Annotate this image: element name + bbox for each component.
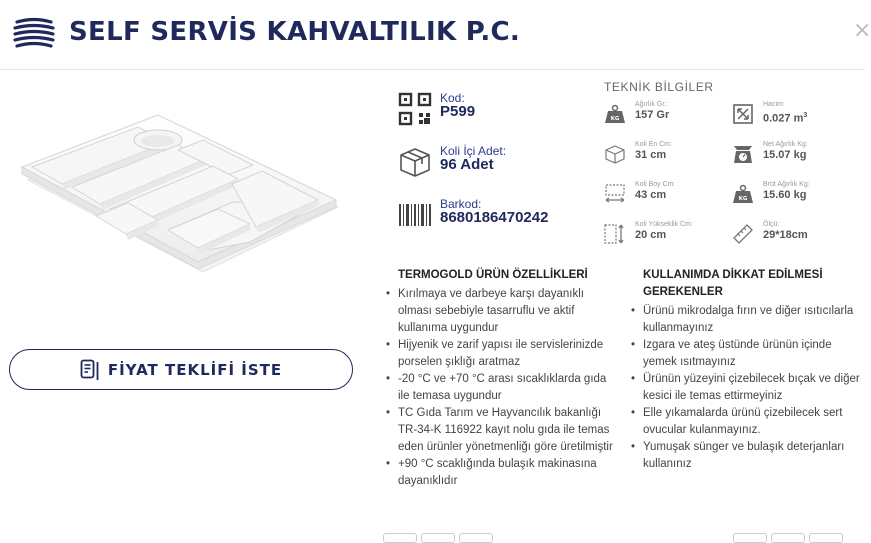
spec-box-length (604, 181, 675, 205)
svg-text:KG: KG (610, 116, 620, 122)
spec-net-weight (732, 141, 808, 165)
spec-value: 20 cm (635, 229, 667, 241)
product-image (18, 112, 348, 287)
features-list (383, 286, 615, 490)
spec-label: Net Ağırlık Kg: (763, 141, 808, 148)
spec-label: Koli En Cm: (635, 141, 672, 148)
spec-value: 31 cm (635, 149, 667, 161)
usage-warnings (628, 267, 862, 473)
spec-value: 15.60 kg (763, 189, 807, 201)
spec-box-width (604, 141, 672, 165)
gross-weight-icon (732, 183, 754, 205)
quote-document-icon (80, 359, 100, 381)
list-item: • TC Gıda Tarım ve Hayvancılık bakanlığı TR-34-K 116922 kayıt nolu gıda ile temas eden ürünler yönetmenliğı göre üretilmiştir (383, 405, 615, 456)
spec-value: 29*18cm (763, 229, 808, 241)
box-length-icon (604, 183, 626, 205)
spec-volume (732, 101, 807, 126)
spec-box-height (604, 221, 693, 245)
spec-weight (604, 101, 669, 125)
technical-info-title: TEKNİK BİLGİLER (604, 80, 714, 94)
barcode-label: Barkod: (440, 197, 482, 211)
code-label: Kod: (440, 91, 465, 105)
list-item: • Yumuşak sünger ve bulaşık deterjanları kullanınız (628, 439, 862, 473)
box-qty-label: Koli İçi Adet: (440, 144, 507, 158)
page-title: SELF SERVİS KAHVALTILIK P.C. (69, 17, 521, 47)
spec-label: Koli Boy Cm: (635, 181, 676, 188)
bottom-action-button[interactable] (809, 533, 843, 543)
spec-size (732, 221, 808, 245)
ruler-icon (732, 223, 754, 245)
bottom-action-button[interactable] (421, 533, 455, 543)
spec-value (763, 109, 807, 126)
barcode-value: 8680186470242 (440, 209, 549, 226)
spec-label: Ağırlık Gr.: (635, 101, 669, 108)
svg-text:KG: KG (738, 196, 748, 202)
list-item: • Elle yıkamalarda ürünü çizebilecek sert ovucular kulanmayınız. (628, 405, 862, 439)
volume-value: 0.027 m (763, 112, 804, 125)
list-item: • Ürünü mikrodalga fırın ve diğer ısıtıcılarla kullanmayınız (628, 303, 862, 337)
spec-value: 15.07 kg (763, 149, 807, 161)
bottom-action-button[interactable] (771, 533, 805, 543)
spec-label: Ölçü: (763, 221, 780, 228)
list-item: • Ürünün yüzeyini çizebilecek bıçak ve diğer kesici ile temas ettirmeyiniz (628, 371, 862, 405)
volume-icon (732, 103, 754, 125)
list-item: • -20 °C ve +70 °C arası sıcaklıklarda gıda ile temasa uygundur (383, 371, 615, 405)
bottom-actions-strip (380, 533, 865, 537)
list-item: • Hijyenik ve zarif yapısı ile servislerinizde porselen şıklığı aratmaz (383, 337, 615, 371)
spec-gross-weight (732, 181, 810, 205)
header-bar (0, 0, 871, 70)
code-value: P599 (440, 103, 476, 120)
list-item: • Kırılmaya ve darbeye karşı dayanıklı olması sebebiyle tasarruflu ve aktif kullanıma uygundur (383, 286, 615, 337)
spec-label: Koli Yükseklik Cm: (635, 221, 693, 228)
barcode-icon (398, 198, 432, 232)
box-quantity (398, 145, 506, 179)
box-height-icon (604, 223, 626, 245)
box-qty-value: 96 Adet (440, 156, 494, 173)
close-icon[interactable]: × (853, 18, 871, 43)
request-quote-label: FİYAT TEKLİFİ İSTE (107, 360, 283, 379)
bottom-action-button[interactable] (733, 533, 767, 543)
bottom-action-button[interactable] (383, 533, 417, 543)
bottom-action-button[interactable] (459, 533, 493, 543)
features-title: TERMOGOLD ÜRÜN ÖZELLİKLERİ (398, 269, 588, 281)
list-item: • +90 °C scaklığında bulaşık makinasına dayanıklıdır (383, 456, 615, 490)
scale-icon (732, 143, 754, 165)
volume-unit-exponent: 3 (803, 112, 808, 119)
qr-code-icon (398, 92, 432, 126)
product-features (383, 267, 615, 490)
list-item: • Izgara ve ateş üstünde ürünün içinde yemek ısıtmayınız (628, 337, 862, 371)
weight-icon (604, 103, 626, 125)
spec-value: 157 Gr (635, 109, 670, 121)
spec-value: 43 cm (635, 189, 667, 201)
warnings-list (628, 303, 862, 473)
logo-icon (14, 16, 54, 52)
spec-label: Hacim: (763, 101, 785, 108)
spec-label: Brüt Ağırlık Kg: (763, 181, 810, 188)
barcode (398, 198, 548, 232)
box-width-icon (604, 143, 626, 165)
request-quote-button[interactable] (9, 349, 353, 390)
box-icon (398, 145, 432, 179)
product-code (398, 92, 475, 126)
warnings-title: KULLANIMDA DİKKAT EDİLMESİ GEREKENLER (643, 269, 823, 298)
